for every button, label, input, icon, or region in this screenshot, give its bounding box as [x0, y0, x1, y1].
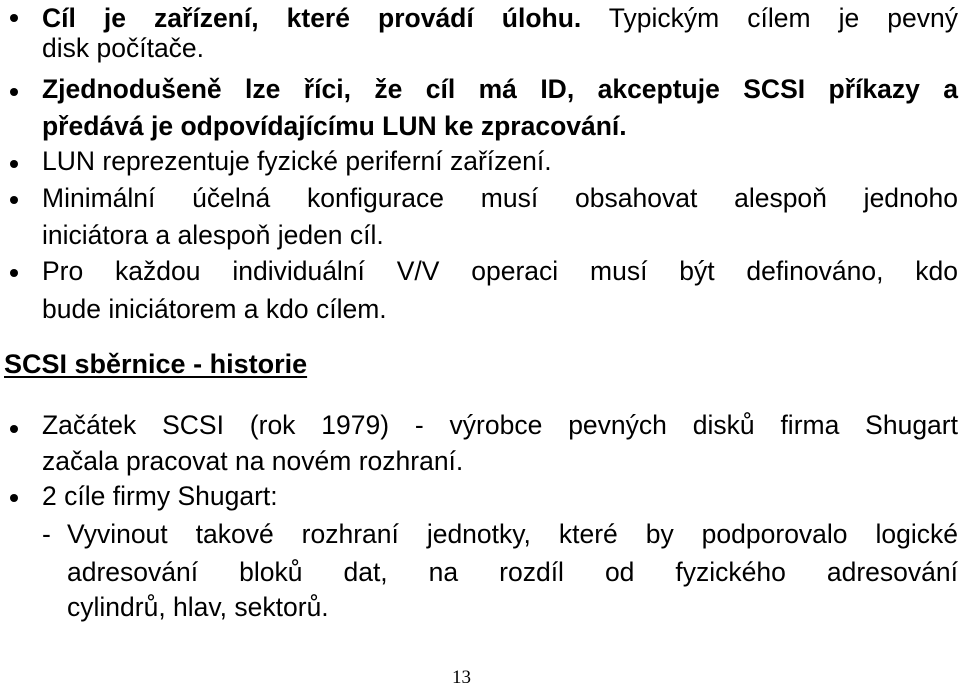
bullet-dot [10, 494, 18, 502]
dash-item-line-3 [67, 592, 329, 622]
dash-marker [42, 519, 51, 549]
bullet-4-line-2 [42, 220, 384, 250]
dash-item-line-3-text: cylindrů, hlav, sektorů. [67, 592, 329, 622]
history-bullet-1-line-1 [42, 410, 958, 440]
bullet-1-bold-text: Cíl je zařízení, které provádí úlohu. [42, 3, 582, 33]
dash-item-line-1 [67, 519, 958, 549]
bullet-dot [10, 269, 18, 277]
bullet-1-line-1 [42, 3, 958, 33]
history-bullet-1-line-2-text: začala pracovat na novém rozhraní. [42, 446, 464, 476]
bullet-4-line-1-text: Minimální účelná konfigurace musí obsahovat alespoň jednoho [42, 183, 958, 213]
dash-item-line-2-text: adresování bloků dat, na rozdíl od fyzického adresování [67, 557, 958, 587]
bullet-3-line-1 [42, 146, 552, 176]
dash-marker-text: - [42, 519, 51, 549]
bullet-1-line-2 [42, 33, 204, 63]
bullet-1-normal-text: Typickým cílem je pevný [581, 3, 958, 33]
bullet-4-line-1 [42, 183, 958, 213]
bullet-1-line-2-text: disk počítače. [42, 33, 205, 63]
history-bullet-2-line-1-text: 2 cíle firmy Shugart: [42, 481, 278, 511]
bullet-5-line-2 [42, 294, 387, 324]
history-bullet-1-line-2 [42, 446, 463, 476]
page-number: 13 [452, 667, 471, 688]
bullet-2-line-1 [42, 74, 958, 104]
bullet-5-line-2-text: bude iniciátorem a kdo cílem. [42, 294, 387, 324]
bullet-dot [10, 196, 18, 204]
section-heading: SCSI sběrnice - historie [4, 349, 308, 379]
dash-item-line-1-text: Vyvinout takové rozhraní jednotky, které by podporovalo logické [67, 519, 958, 549]
bullet-2-line-2 [42, 111, 627, 141]
bullet-dot [10, 160, 18, 168]
history-bullet-2-line-1 [42, 481, 278, 511]
bullet-3-line-1-text: LUN reprezentuje fyzické periferní zařízení. [42, 146, 552, 176]
dash-item-line-2 [67, 557, 958, 587]
bullet-dot [10, 14, 18, 22]
bullet-4-line-2-text: iniciátora a alespoň jeden cíl. [42, 220, 384, 250]
bullet-2-line-2-text: předává je odpovídajícímu LUN ke zpracování. [42, 111, 627, 141]
bullet-5-line-1 [42, 256, 958, 286]
history-bullet-1-line-1-text: Začátek SCSI (rok 1979) - výrobce pevných disků firma Shugart [42, 410, 958, 440]
bullet-2-line-1-text: Zjednodušeně lze říci, že cíl má ID, akceptuje SCSI příkazy a [42, 74, 958, 104]
bullet-5-line-1-text: Pro každou individuální V/V operaci musí být definováno, kdo [42, 256, 958, 286]
bullet-dot [10, 88, 18, 96]
bullet-dot [10, 425, 18, 433]
